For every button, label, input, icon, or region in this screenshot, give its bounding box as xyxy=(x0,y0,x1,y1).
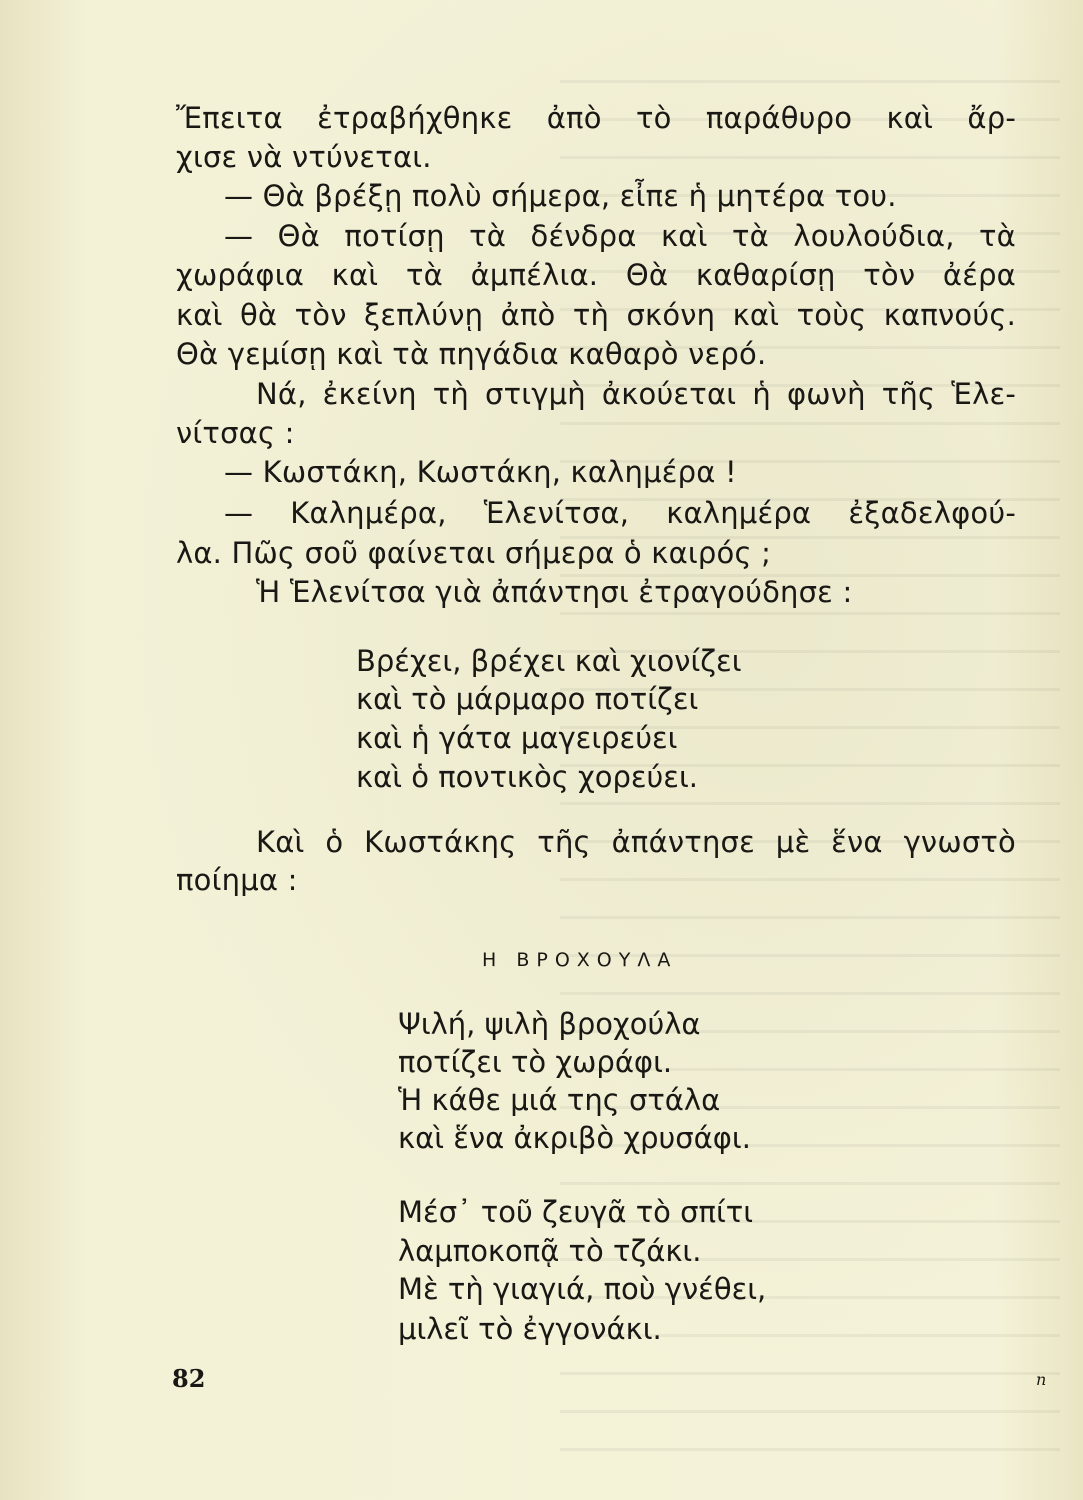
text-line: — Κωστάκη, Κωστάκη, καλημέρα ! xyxy=(224,455,737,489)
verse-line: καὶ ὁ ποντικὸς χορεύει. xyxy=(356,760,699,794)
verse-line: ποτίζει τὸ χωράφι. xyxy=(398,1045,673,1079)
verse-line: Μὲ τὴ γιαγιά, ποὺ γνέθει, xyxy=(398,1272,767,1306)
verse-line: Μέσ᾿ τοῦ ζευγᾶ τὸ σπίτι xyxy=(398,1195,754,1229)
text-line: — Καλημέρα, Ἑλενίτσα, καλημέρα ἐξαδελφού- xyxy=(224,496,1016,530)
text-line: ποίημα : xyxy=(176,863,298,897)
verse-line: λαμποκοπᾷ τὸ τζάκι. xyxy=(398,1234,702,1268)
verse-line: Ψιλή, ψιλὴ βροχούλα xyxy=(398,1007,701,1041)
text-line: χισε νὰ ντύνεται. xyxy=(176,140,432,174)
text-line: καὶ θὰ τὸν ξεπλύνῃ ἀπὸ τὴ σκόνη καὶ τοὺς καπνούς. xyxy=(176,298,1016,332)
text-line: Θὰ γεμίσῃ καὶ τὰ πηγάδια καθαρὸ νερό. xyxy=(176,337,767,371)
text-line: Ἔπειτα ἐτραβήχθηκε ἀπὸ τὸ παράθυρο καὶ ἄρ- xyxy=(176,101,1016,135)
verse-line: μιλεῖ τὸ ἐγγονάκι. xyxy=(398,1312,662,1346)
verse-line: Ἡ κάθε μιά της στάλα xyxy=(398,1083,721,1117)
text-line: Νά, ἐκείνη τὴ στιγμὴ ἀκούεται ἡ φωνὴ τῆς Ἑλε- xyxy=(256,377,1016,411)
verse-line: καὶ τὸ μάρμαρο ποτίζει xyxy=(356,682,699,716)
text-line: νίτσας : xyxy=(176,416,295,450)
text-line: Ἡ Ἑλενίτσα γιὰ ἀπάντησι ἐτραγούδησε : xyxy=(256,575,853,609)
text-line: Καὶ ὁ Κωστάκης τῆς ἀπάντησε μὲ ἕνα γνωστὸ xyxy=(256,825,1016,859)
text-line: χωράφια καὶ τὰ ἀμπέλια. Θὰ καθαρίσῃ τὸν ἀέρα xyxy=(176,258,1016,292)
text-line: — Θὰ βρέξῃ πολὺ σήμερα, εἶπε ἡ μητέρα του. xyxy=(224,179,897,213)
text-line: — Θὰ ποτίσῃ τὰ δένδρα καὶ τὰ λουλούδια, τὰ xyxy=(224,219,1016,253)
corner-mark: n xyxy=(1036,1370,1047,1389)
verse-line: καὶ ἡ γάτα μαγειρεύει xyxy=(356,721,678,755)
text-line: λα. Πῶς σοῦ φαίνεται σήμερα ὁ καιρός ; xyxy=(176,536,772,570)
page-number: 82 xyxy=(172,1364,206,1393)
verse-line: καὶ ἕνα ἀκριβὸ χρυσάφι. xyxy=(398,1121,751,1155)
verse-line: Βρέχει, βρέχει καὶ χιονίζει xyxy=(356,644,742,678)
poem-title: Η ΒΡΟΧΟΥΛΑ xyxy=(482,949,678,971)
